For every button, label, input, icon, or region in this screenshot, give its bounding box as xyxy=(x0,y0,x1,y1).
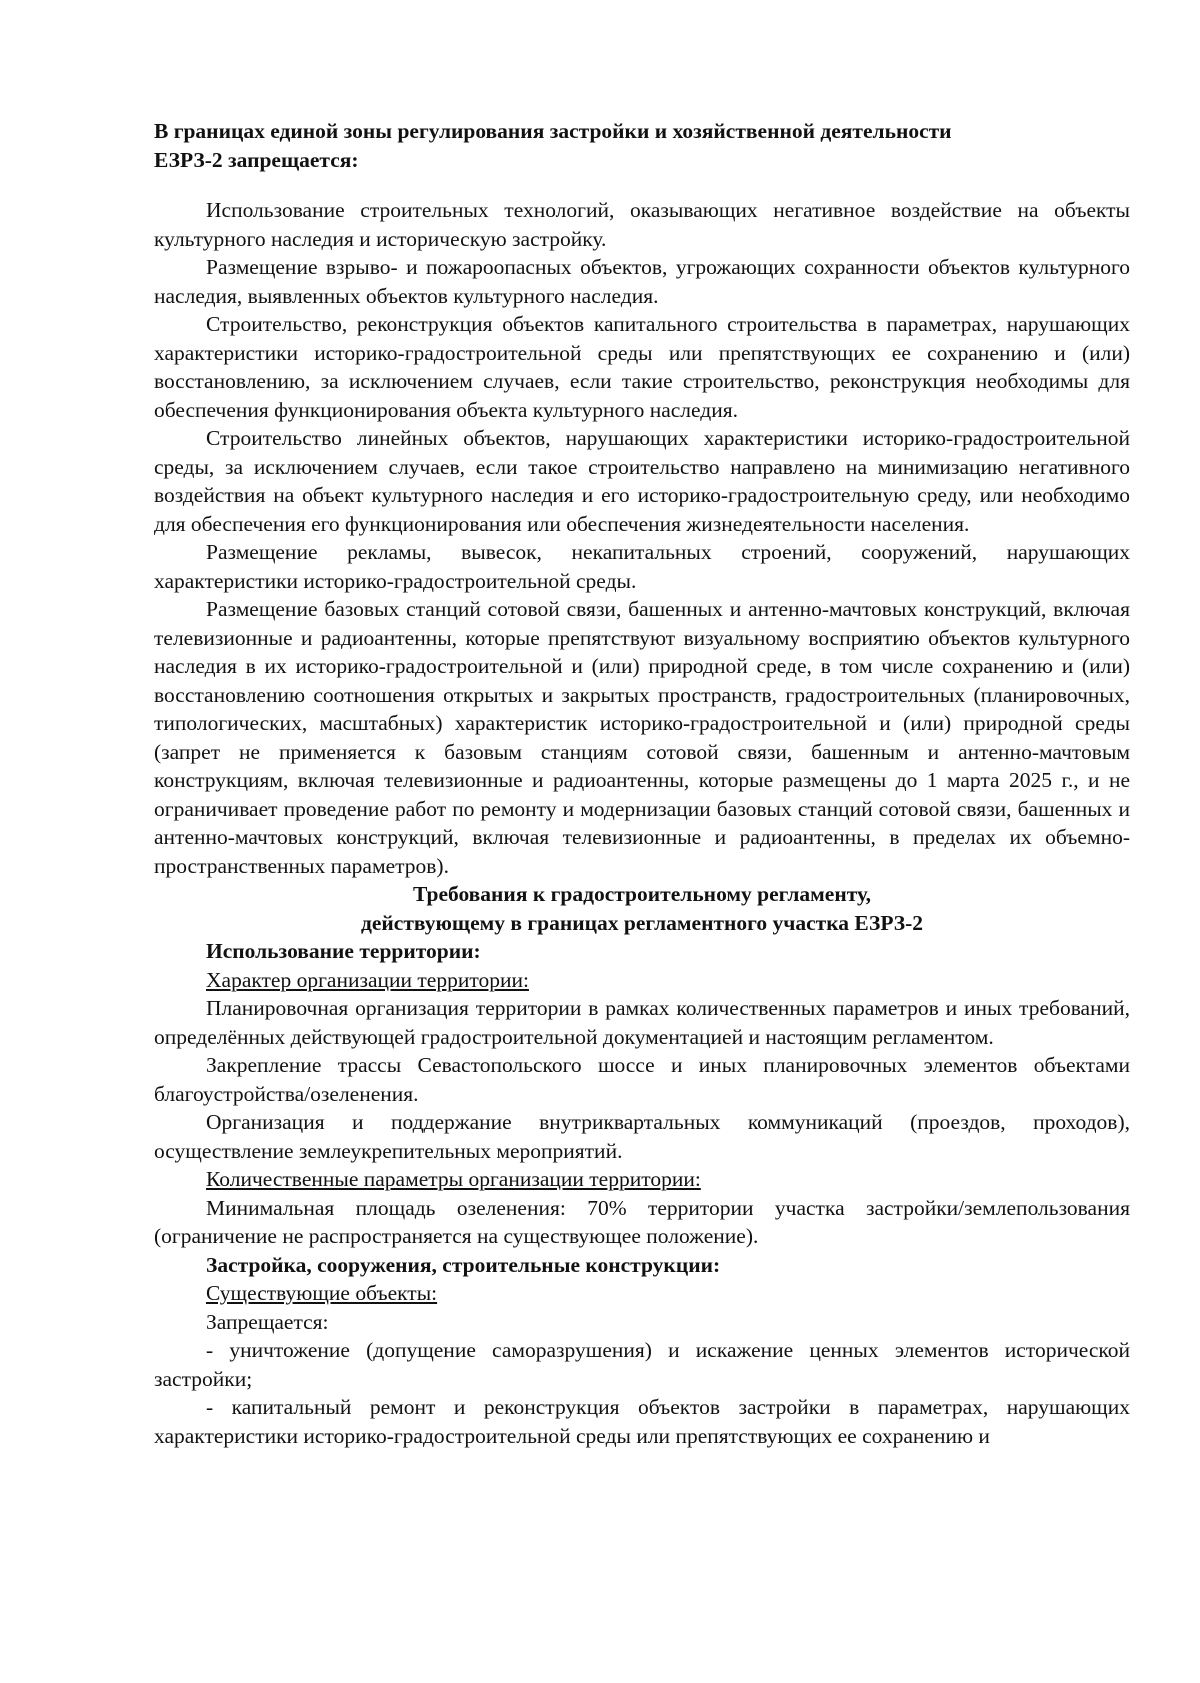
section-heading-line-2: ЕЗРЗ-2 запрещается: xyxy=(154,147,359,172)
territory-org-subheading: Характер организации территории: xyxy=(206,967,529,992)
territory-org-paragraph: Закрепление трассы Севастопольского шоссе и иных планировочных элементов объектами благоустройства/озеленения. xyxy=(154,1053,1130,1106)
document-page xyxy=(154,117,1130,1450)
prohibitions-list xyxy=(154,196,1130,880)
territory-org-paragraph: Организация и поддержание внутриквартальных коммуникаций (проездов, проходов), осуществление землеукрепительных мероприятий. xyxy=(154,1110,1130,1163)
requirements-title-line-1: Требования к градостроительному регламенту, xyxy=(412,882,871,906)
requirements-title-line-2: действующему в границах регламентного участка ЕЗРЗ-2 xyxy=(360,910,924,935)
section-heading xyxy=(154,117,1130,174)
prohibition-paragraph: Размещение рекламы, вывесок, некапитальных строений, сооружений, нарушающих характеристики историко-градостроительной среды. xyxy=(154,540,1130,593)
territory-org-paragraph: Планировочная организация территории в рамках количественных параметров и иных требований, определённых действующей градостроительной документацией и настоящим регламентом. xyxy=(154,996,1130,1049)
prohibition-paragraph: Строительство линейных объектов, нарушающих характеристики историко-градостроительной среды, за исключением случаев, если такое строительство направлено на минимизацию негативного воздействия на объект культурного наследия и его историко-градостроительную среду, или необходимо для обеспечения его функционирования или обеспечения жизнедеятельности населения. xyxy=(154,426,1130,536)
buildings-heading: Застройка, сооружения, строительные конструкции: xyxy=(206,1252,721,1277)
existing-prohibition-paragraph: - капитальный ремонт и реконструкция объектов застройки в параметрах, нарушающих характеристики историко-градостроительной среды или препятствующих ее сохранению и xyxy=(154,1395,1130,1448)
territory-use-heading: Использование территории: xyxy=(206,939,481,963)
prohibition-paragraph: Размещение базовых станций сотовой связи, башенных и антенно-мачтовых конструкций, включая телевизионные и радиоантенны, которые препятствуют визуальному восприятию объектов культурного наследия в их историко-градостроительной и (или) природной среде, в том числе сохранению и (или) восстановлению соотношения открытых и закрытых пространств, градостроительных (планировочных, типологических, масштабных) характеристик историко-градостроительной и (или) природной среды (запрет не применяется к базовым станциям сотовой связи, башенным и антенно-мачтовым конструкциям, включая телевизионные и радиоантенны, которые размещены до 1 марта 2025 г., и не ограничивает проведение работ по ремонту и модернизации базовых станций сотовой связи, башенных и антенно-мачтовых конструкций, включая телевизионные и радиоантенны, в пределах их объемно-пространственных параметров). xyxy=(154,597,1130,878)
prohibition-paragraph: Размещение взрыво- и пожароопасных объектов, угрожающих сохранности объектов культурного наследия, выявленных объектов культурного наследия. xyxy=(154,255,1130,308)
requirements-title xyxy=(154,880,1130,937)
quant-params-subheading: Количественные параметры организации территории: xyxy=(206,1167,701,1191)
prohibition-paragraph: Использование строительных технологий, оказывающих негативное воздействие на объекты культурного наследия и историческую застройку. xyxy=(154,198,1130,251)
quant-params-paragraph: Минимальная площадь озеленения: 70% территории участка застройки/землепользования (ограничение не распространяется на существующее положение). xyxy=(154,1195,1130,1248)
existing-objects-subheading: Существующие объекты: xyxy=(206,1281,438,1305)
existing-prohibition-paragraph: - уничтожение (допущение саморазрушения) и искажение ценных элементов исторической застройки; xyxy=(154,1338,1130,1391)
section-heading-line-1: В границах единой зоны регулирования застройки и хозяйственной деятельности xyxy=(154,119,952,143)
prohibited-label: Запрещается: xyxy=(206,1309,329,1334)
prohibition-paragraph: Строительство, реконструкция объектов капитального строительства в параметрах, нарушающих характеристики историко-градостроительной среды или препятствующих ее сохранению и (или) восстановлению, за исключением случаев, если такие строительство, реконструкция необходимы для обеспечения функционирования объекта культурного наследия. xyxy=(154,312,1130,422)
